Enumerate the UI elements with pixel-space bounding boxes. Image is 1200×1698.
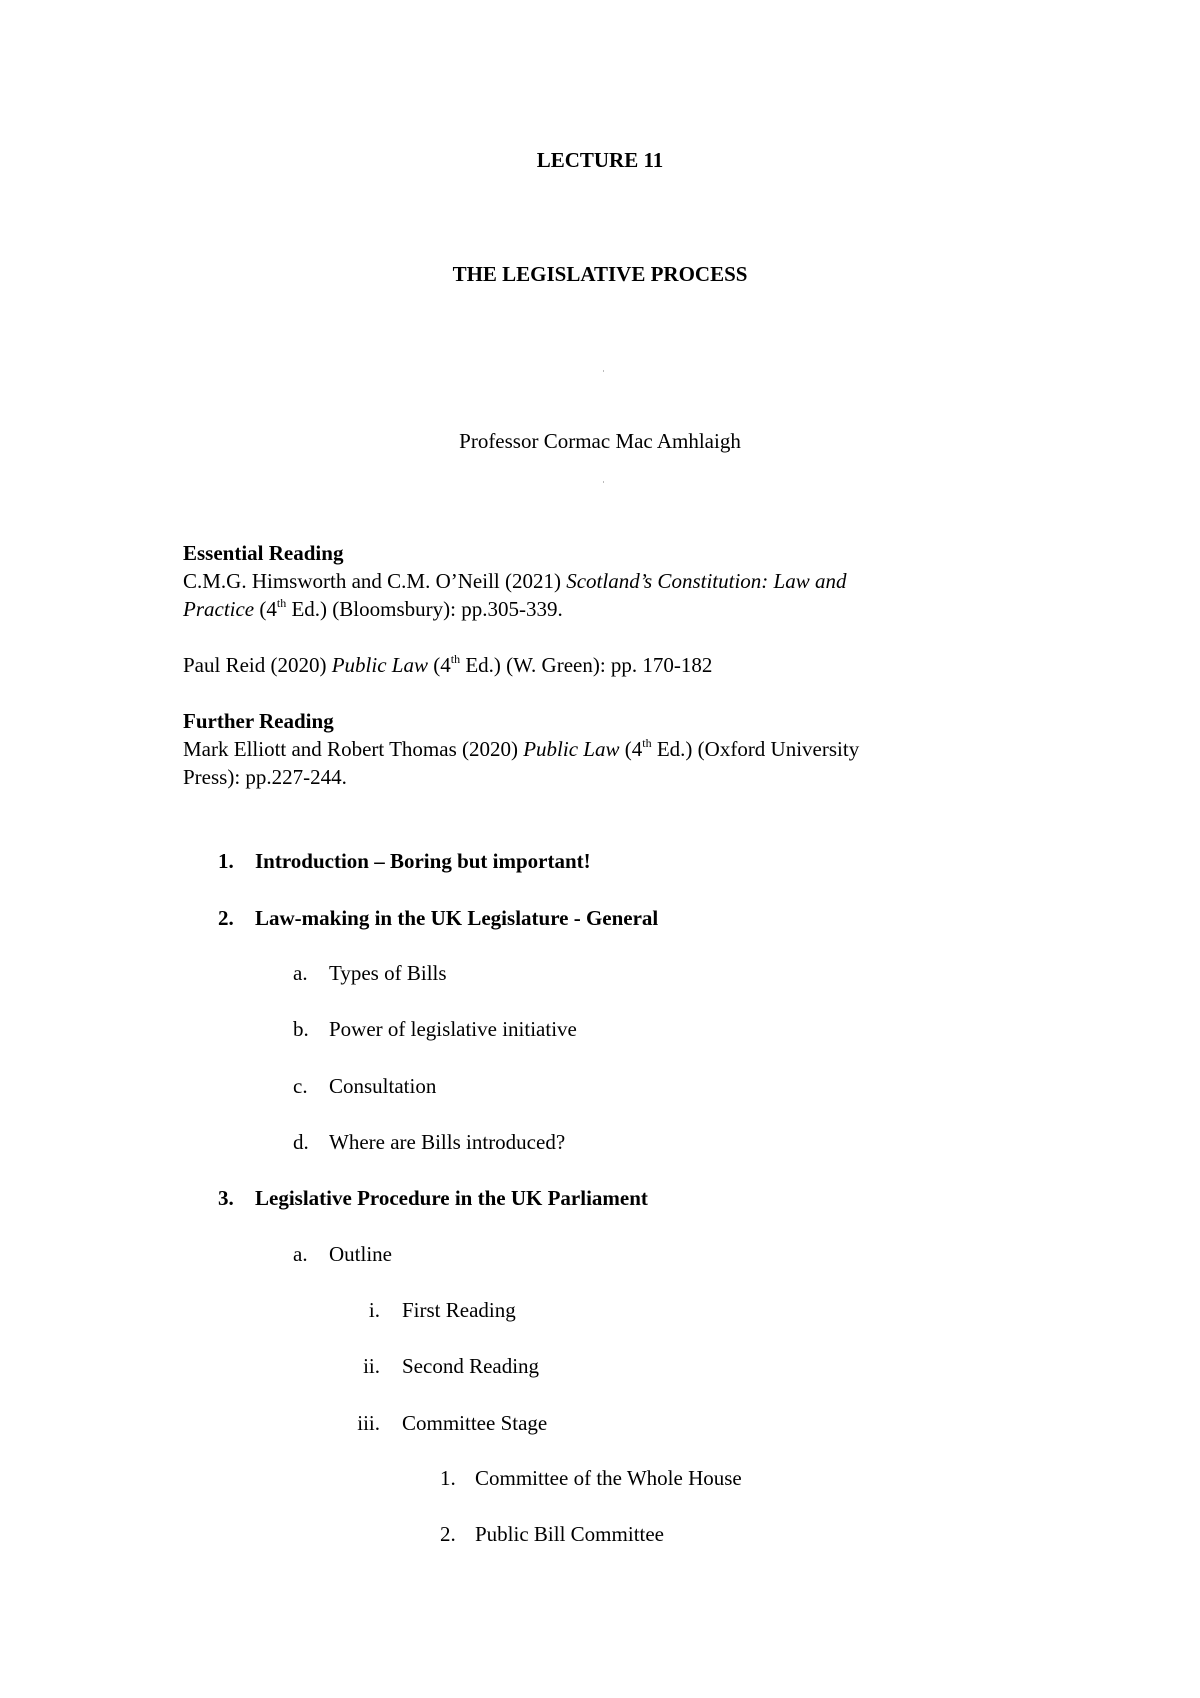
stray-mark bbox=[603, 481, 604, 483]
book-title: Public Law bbox=[331, 653, 428, 677]
stray-mark bbox=[603, 370, 604, 372]
list-marker: ii. bbox=[363, 1354, 380, 1378]
list-marker: 2. bbox=[440, 1522, 456, 1546]
outline-number: 3. bbox=[218, 1186, 234, 1210]
list-item: Types of Bills bbox=[329, 961, 447, 985]
further-reading-heading: Further Reading bbox=[183, 709, 334, 733]
further-reading-ref1-line2: Press): pp.227-244. bbox=[183, 765, 347, 789]
outline-number: 1. bbox=[218, 849, 234, 873]
list-marker: c. bbox=[293, 1074, 308, 1098]
essential-reading-ref1-line2: Practice (4th Ed.) (Bloomsbury): pp.305-339. bbox=[183, 596, 563, 621]
outline-number: 2. bbox=[218, 906, 234, 930]
outline-section-2: Law-making in the UK Legislature - General bbox=[255, 906, 659, 930]
list-item: Committee Stage bbox=[402, 1411, 548, 1435]
author-name: Professor Cormac Mac Amhlaigh bbox=[459, 429, 741, 453]
lecture-number: LECTURE 11 bbox=[536, 148, 664, 172]
list-item: Where are Bills introduced? bbox=[329, 1130, 566, 1154]
book-title: Scotland’s Constitution: Law and bbox=[566, 569, 847, 593]
outline-section-1: Introduction – Boring but important! bbox=[255, 849, 591, 873]
outline-section-3: Legislative Procedure in the UK Parliament bbox=[255, 1186, 648, 1210]
document-title: THE LEGISLATIVE PROCESS bbox=[452, 262, 748, 286]
list-item: Power of legislative initiative bbox=[329, 1017, 577, 1041]
list-marker: a. bbox=[293, 961, 308, 985]
list-item: Second Reading bbox=[402, 1354, 540, 1378]
list-marker: a. bbox=[293, 1242, 308, 1266]
essential-reading-heading: Essential Reading bbox=[183, 541, 344, 565]
list-marker: d. bbox=[293, 1130, 309, 1154]
book-title: Practice bbox=[183, 597, 255, 621]
list-marker: i. bbox=[368, 1298, 380, 1322]
list-marker: 1. bbox=[440, 1466, 456, 1490]
list-item: Consultation bbox=[329, 1074, 437, 1098]
list-item: Public Bill Committee bbox=[475, 1522, 664, 1546]
list-item: Committee of the Whole House bbox=[475, 1466, 742, 1490]
list-item: Outline bbox=[329, 1242, 392, 1266]
list-item: First Reading bbox=[402, 1298, 516, 1322]
book-title: Public Law bbox=[523, 737, 620, 761]
further-reading-ref1-line1: Mark Elliott and Robert Thomas (2020) Public Law (4th Ed.) (Oxford University bbox=[183, 736, 860, 761]
essential-reading-ref1-line1: C.M.G. Himsworth and C.M. O’Neill (2021) Scotland’s Constitution: Law and bbox=[183, 569, 847, 593]
list-marker: iii. bbox=[357, 1411, 380, 1435]
list-marker: b. bbox=[293, 1017, 309, 1041]
essential-reading-ref2: Paul Reid (2020) Public Law (4th Ed.) (W. Green): pp. 170-182 bbox=[183, 652, 713, 677]
